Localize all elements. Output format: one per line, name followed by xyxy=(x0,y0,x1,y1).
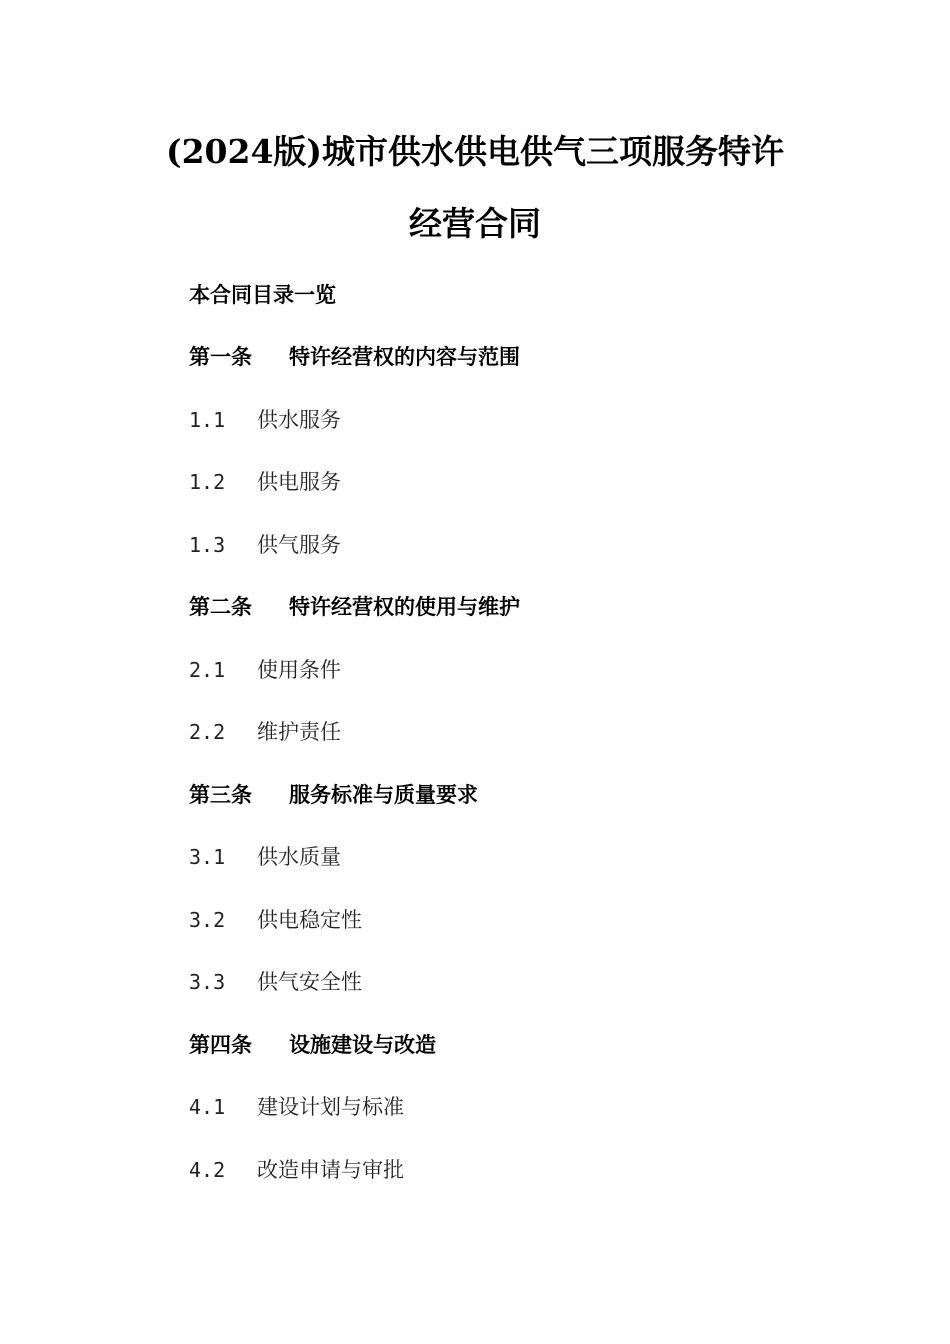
toc-number: 3.3 xyxy=(189,970,226,994)
toc-number: 第四条 xyxy=(189,1032,252,1057)
toc-number: 2.1 xyxy=(189,658,226,682)
toc-section-3-2 xyxy=(189,905,362,935)
toc-article-3 xyxy=(189,780,478,810)
toc-section-3-1 xyxy=(189,842,341,872)
toc-section-1-2 xyxy=(189,467,341,497)
toc-label: 供气服务 xyxy=(257,533,341,557)
toc-section-2-1 xyxy=(189,655,341,685)
toc-label: 使用条件 xyxy=(257,658,341,682)
toc-label: 改造申请与审批 xyxy=(257,1158,404,1182)
toc-number: 第一条 xyxy=(189,344,252,369)
document-title-line-2: 经营合同 xyxy=(409,204,541,243)
toc-number: 3.2 xyxy=(189,908,226,932)
toc-number: 1.1 xyxy=(189,408,226,432)
toc-section-1-3 xyxy=(189,530,341,560)
toc-section-2-2 xyxy=(189,717,341,747)
toc-number: 1.3 xyxy=(189,533,226,557)
toc-label: 供电稳定性 xyxy=(257,908,362,932)
toc-label: 特许经营权的内容与范围 xyxy=(289,344,520,369)
document-title-line-1: (2024版)城市供水供电供气三项服务特许 xyxy=(165,132,785,171)
toc-label: 设施建设与改造 xyxy=(289,1032,436,1057)
toc-label: 维护责任 xyxy=(257,720,341,744)
toc-label: 特许经营权的使用与维护 xyxy=(289,594,520,619)
toc-label: 供气安全性 xyxy=(257,970,362,994)
toc-number: 4.1 xyxy=(189,1095,226,1119)
toc-label: 服务标准与质量要求 xyxy=(289,782,478,807)
toc-article-4 xyxy=(189,1030,436,1060)
toc-number: 1.2 xyxy=(189,470,226,494)
toc-section-4-2 xyxy=(189,1155,404,1185)
toc-section-4-1 xyxy=(189,1092,404,1122)
toc-number: 第三条 xyxy=(189,782,252,807)
toc-label: 供水质量 xyxy=(257,845,341,869)
toc-label: 建设计划与标准 xyxy=(257,1095,404,1119)
toc-number: 4.2 xyxy=(189,1158,226,1182)
toc-label: 供电服务 xyxy=(257,470,341,494)
toc-number: 第二条 xyxy=(189,594,252,619)
toc-section-3-3 xyxy=(189,967,362,997)
toc-article-2 xyxy=(189,592,520,622)
toc-number: 3.1 xyxy=(189,845,226,869)
toc-heading: 本合同目录一览 xyxy=(189,282,336,307)
toc-article-1 xyxy=(189,342,520,372)
toc-number: 2.2 xyxy=(189,720,226,744)
toc-section-1-1 xyxy=(189,405,341,435)
toc-label: 供水服务 xyxy=(257,408,341,432)
